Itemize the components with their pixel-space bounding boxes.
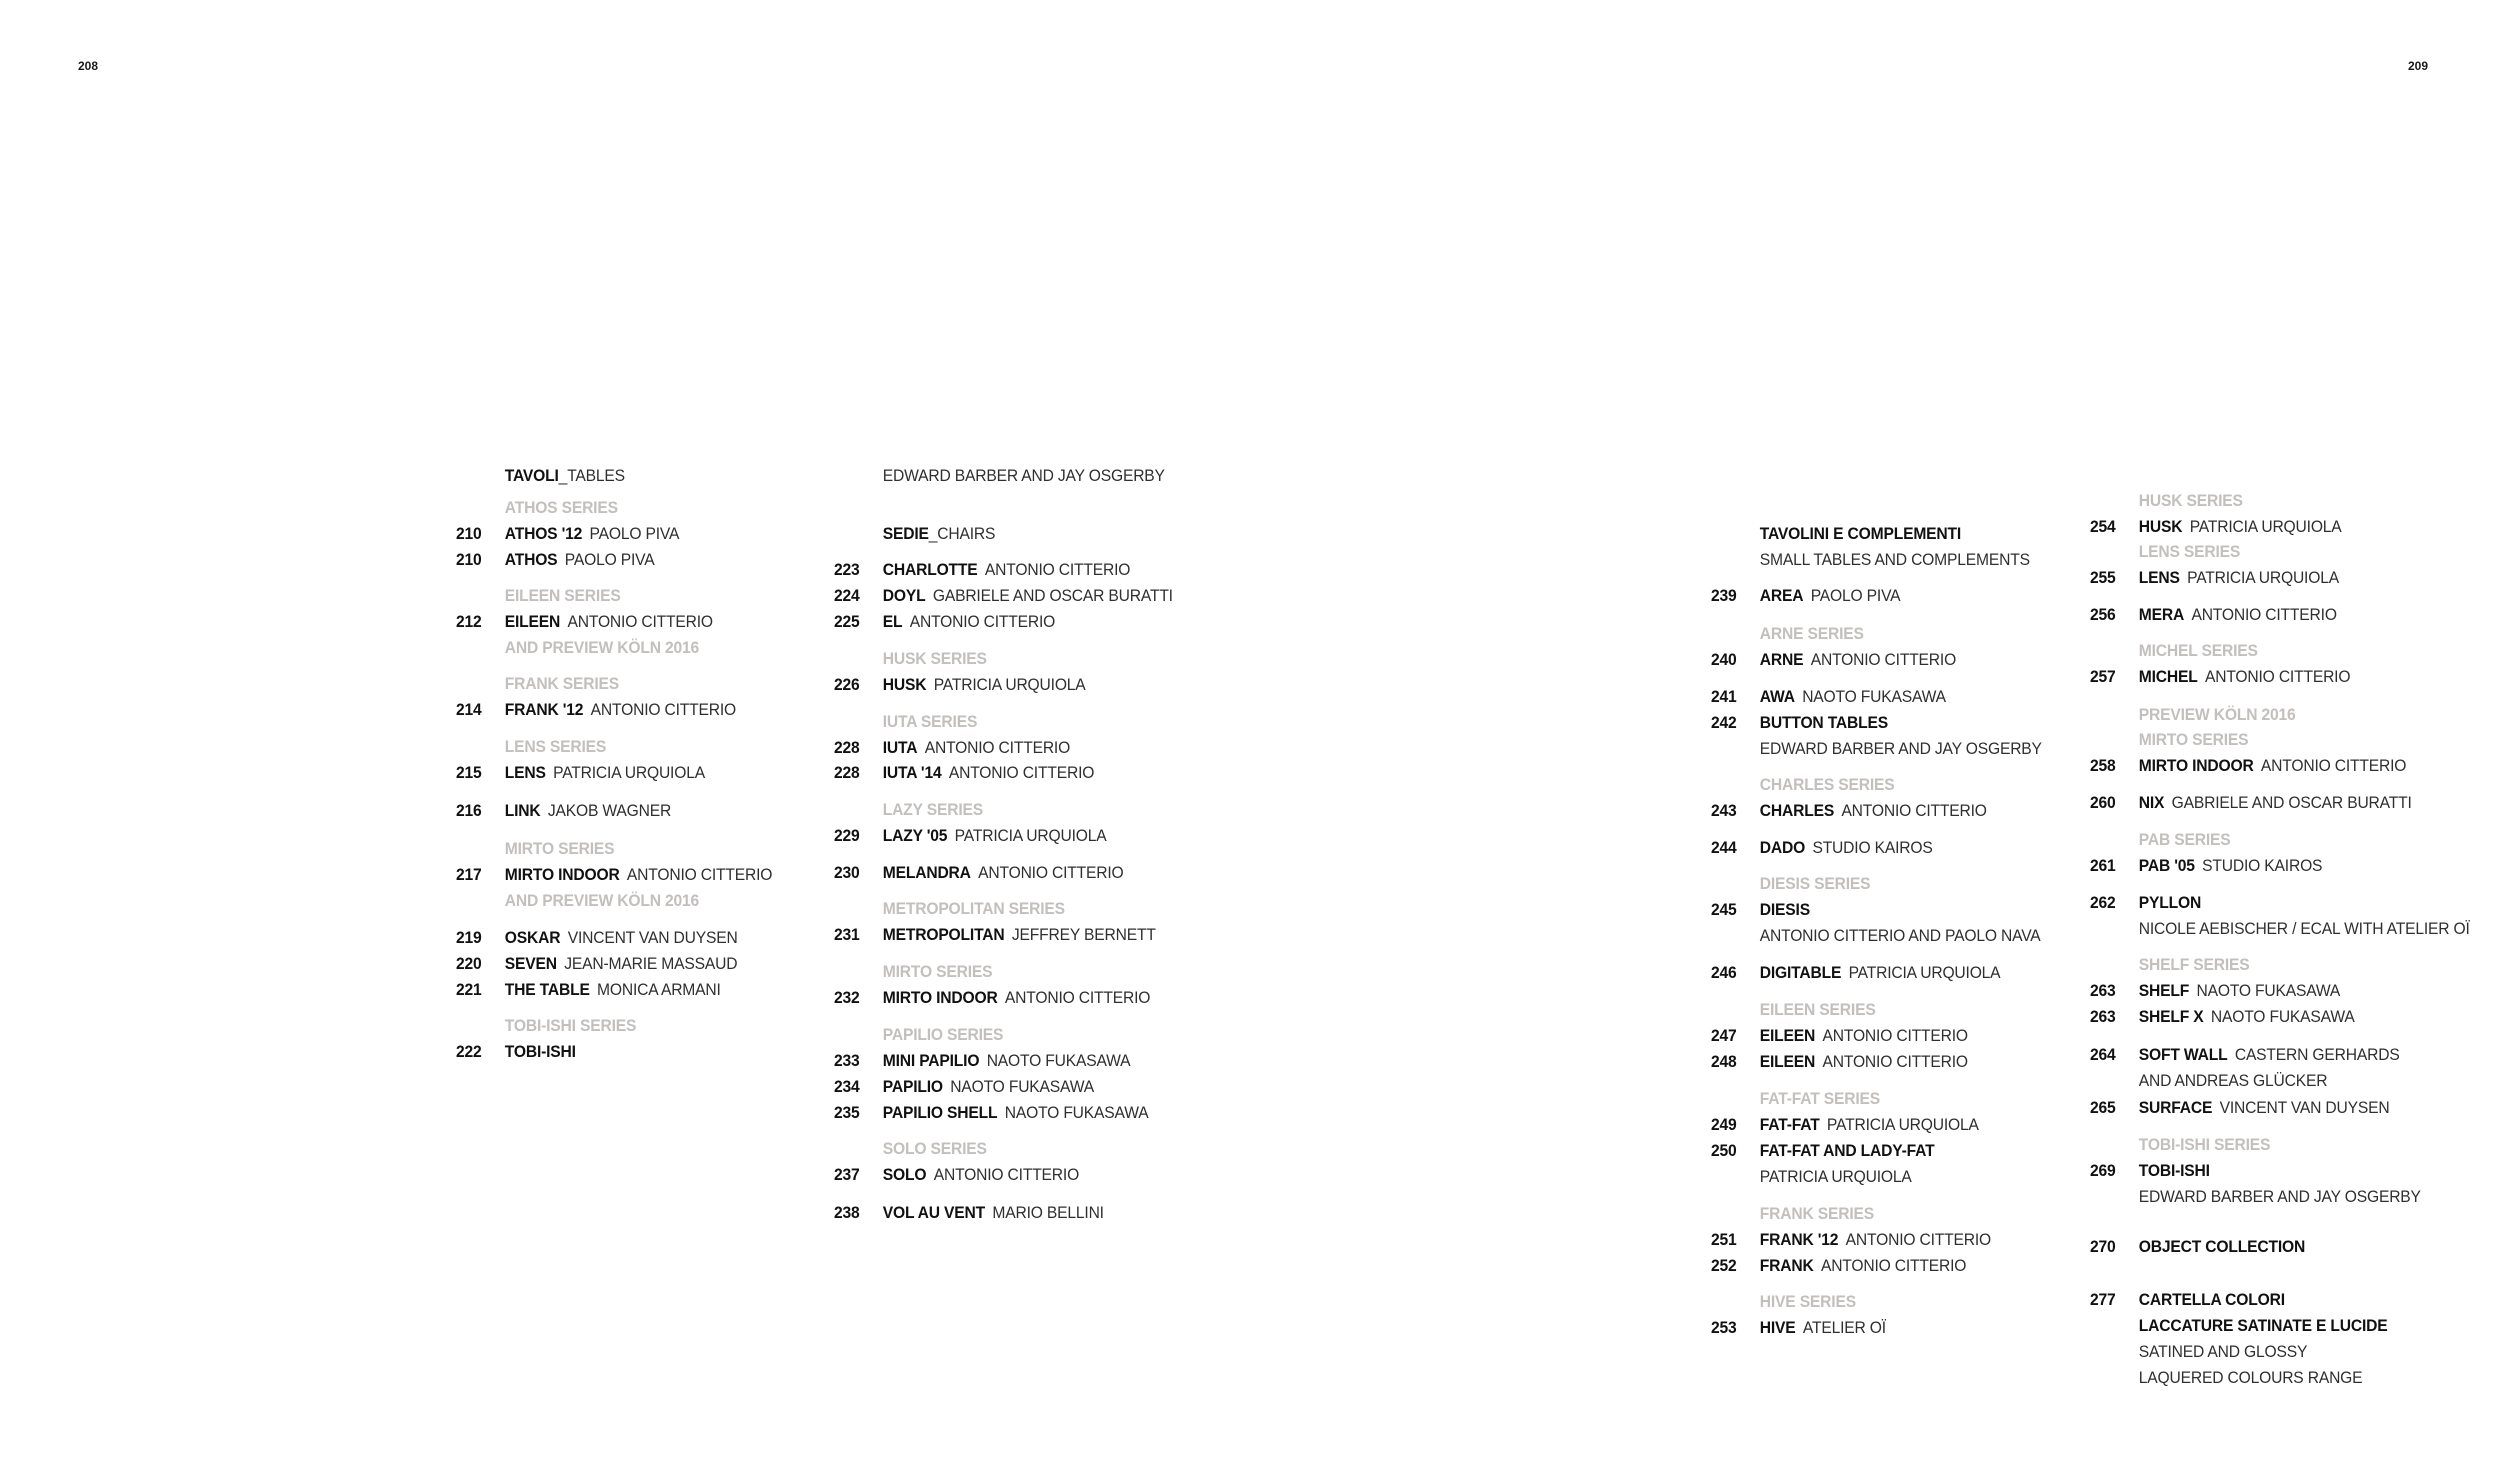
- page-number: 264: [2090, 1045, 2116, 1064]
- designer-name: NAOTO FUKASAWA: [2196, 981, 2341, 1000]
- page-number: 228: [834, 763, 860, 782]
- page-number: 223: [834, 560, 860, 579]
- series-name: MIRTO SERIES: [2138, 730, 2249, 749]
- designer-name: VINCENT VAN DUYSEN: [567, 928, 738, 947]
- page-number: 240: [1711, 650, 1737, 669]
- designer-name: ANTONIO CITTERIO: [1004, 988, 1151, 1007]
- product-name: CARTELLA COLORI: [2138, 1290, 2285, 1309]
- product-name: IUTA '14: [882, 763, 942, 782]
- series-name: AND PREVIEW KÖLN 2016: [504, 638, 700, 657]
- page-number: 254: [2090, 517, 2116, 536]
- page-number: 231: [834, 925, 860, 944]
- page-number: 219: [456, 928, 482, 947]
- product-name: SOLO: [882, 1165, 927, 1184]
- designer-name: ANTONIO CITTERIO: [567, 612, 713, 631]
- page-number: 229: [834, 826, 860, 845]
- series-name: FRANK SERIES: [504, 674, 619, 693]
- product-name: FRANK '12: [504, 700, 584, 719]
- designer-name: NAOTO FUKASAWA: [1802, 687, 1946, 706]
- designer-name: JEFFREY BERNETT: [1011, 925, 1156, 944]
- designer-name: ANTONIO CITTERIO AND PAOLO NAVA: [1759, 926, 2041, 945]
- product-name: BUTTON TABLES: [1759, 713, 1888, 732]
- page-number: 233: [834, 1051, 860, 1070]
- designer-name: PATRICIA URQUIOLA: [1826, 1115, 1979, 1134]
- designer-name: EDWARD BARBER AND JAY OSGERBY: [1759, 739, 2042, 758]
- page-number: 250: [1711, 1141, 1737, 1160]
- designer-name: ANTONIO CITTERIO: [626, 865, 773, 884]
- page-number: 269: [2090, 1161, 2116, 1180]
- designer-name: SATINED AND GLOSSY: [2138, 1342, 2308, 1361]
- heading-title: SEDIE: [882, 524, 929, 543]
- product-name: EL: [882, 612, 903, 631]
- designer-name: PATRICIA URQUIOLA: [1759, 1167, 1912, 1186]
- page-number: 253: [1711, 1318, 1737, 1337]
- product-name: MERA: [2138, 605, 2185, 624]
- designer-name: PATRICIA URQUIOLA: [553, 763, 705, 782]
- series-name: LENS SERIES: [504, 737, 607, 756]
- designer-name: PATRICIA URQUIOLA: [1848, 963, 2001, 982]
- product-name: AWA: [1759, 687, 1795, 706]
- page-number: 262: [2090, 893, 2116, 912]
- series-name: FRANK SERIES: [1759, 1204, 1874, 1223]
- page-number: 241: [1711, 687, 1737, 706]
- page-number: 257: [2090, 667, 2116, 686]
- page-number: 252: [1711, 1256, 1737, 1275]
- product-name: EILEEN: [1759, 1052, 1816, 1071]
- designer-name: PATRICIA URQUIOLA: [933, 675, 1086, 694]
- product-name: NIX: [2138, 793, 2165, 812]
- designer-name: MONICA ARMANI: [597, 980, 721, 999]
- page-number: 270: [2090, 1237, 2116, 1256]
- product-name: PAPILIO SHELL: [882, 1103, 998, 1122]
- page-number: 277: [2090, 1290, 2116, 1309]
- page-number: 212: [456, 612, 482, 631]
- product-name: SHELF X: [2138, 1007, 2204, 1026]
- product-name: PAPILIO: [882, 1077, 943, 1096]
- product-name: THE TABLE: [504, 980, 590, 999]
- designer-name: PATRICIA URQUIOLA: [954, 826, 1107, 845]
- page-number: 258: [2090, 756, 2116, 775]
- product-name: SURFACE: [2138, 1098, 2213, 1117]
- designer-name: ANTONIO CITTERIO: [1822, 1026, 1968, 1045]
- series-name: LENS SERIES: [2138, 542, 2241, 561]
- page-number: 256: [2090, 605, 2116, 624]
- product-name: FAT-FAT: [1759, 1115, 1820, 1134]
- product-name: OSKAR: [504, 928, 561, 947]
- product-name: CHARLES: [1759, 801, 1835, 820]
- product-name: VOL AU VENT: [882, 1203, 986, 1222]
- page-number: 214: [456, 700, 482, 719]
- product-name: LINK: [504, 801, 541, 820]
- product-name: METROPOLITAN: [882, 925, 1005, 944]
- product-name: LAZY '05: [882, 826, 948, 845]
- designer-name: CASTERN GERHARDS: [2234, 1045, 2400, 1064]
- product-name: PYLLON: [2138, 893, 2202, 912]
- designer-name: ANTONIO CITTERIO: [909, 612, 1056, 631]
- designer-name: ANTONIO CITTERIO: [2204, 667, 2351, 686]
- series-name: SHELF SERIES: [2138, 955, 2250, 974]
- designer-name: ANTONIO CITTERIO: [1820, 1256, 1967, 1275]
- page-number: 217: [456, 865, 482, 884]
- page-number: 225: [834, 612, 860, 631]
- product-name: MIRTO INDOOR: [2138, 756, 2254, 775]
- page-number: 210: [456, 524, 482, 543]
- product-name: MINI PAPILIO: [882, 1051, 980, 1070]
- product-name: HIVE: [1759, 1318, 1796, 1337]
- page-number: 234: [834, 1077, 860, 1096]
- product-name: FRANK: [1759, 1256, 1814, 1275]
- series-name: CHARLES SERIES: [1759, 775, 1895, 794]
- page-number: 245: [1711, 900, 1737, 919]
- designer-name: ANTONIO CITTERIO: [2191, 605, 2337, 624]
- page-number: 230: [834, 863, 860, 882]
- product-name: AREA: [1759, 586, 1804, 605]
- designer-name: ANTONIO CITTERIO: [948, 763, 1095, 782]
- product-name: FRANK '12: [1759, 1230, 1839, 1249]
- heading-title: TAVOLI: [504, 466, 559, 485]
- series-name: MIRTO SERIES: [882, 962, 993, 981]
- series-name: AND PREVIEW KÖLN 2016: [504, 891, 700, 910]
- designer-name: VINCENT VAN DUYSEN: [2219, 1098, 2390, 1117]
- page-number: 248: [1711, 1052, 1737, 1071]
- designer-name: EDWARD BARBER AND JAY OSGERBY: [882, 466, 1165, 485]
- series-name: HUSK SERIES: [2138, 491, 2243, 510]
- designer-name: ANTONIO CITTERIO: [984, 560, 1131, 579]
- page-number: 221: [456, 980, 482, 999]
- product-name: ATHOS '12: [504, 524, 583, 543]
- designer-name: NAOTO FUKASAWA: [1004, 1103, 1149, 1122]
- series-name: SOLO SERIES: [882, 1139, 987, 1158]
- page-number: 222: [456, 1042, 482, 1061]
- page-number: 220: [456, 954, 482, 973]
- product-name: ATHOS: [504, 550, 558, 569]
- designer-name: NAOTO FUKASAWA: [986, 1051, 1131, 1070]
- product-name: EILEEN: [504, 612, 561, 631]
- product-name: TOBI-ISHI: [2138, 1161, 2210, 1180]
- page-number: 232: [834, 988, 860, 1007]
- designer-name: NICOLE AEBISCHER / ECAL WITH ATELIER OÏ: [2138, 919, 2470, 938]
- designer-name: SMALL TABLES AND COMPLEMENTS: [1759, 550, 2030, 569]
- product-name: CHARLOTTE: [882, 560, 978, 579]
- product-name: MICHEL: [2138, 667, 2198, 686]
- designer-name: STUDIO KAIROS: [1812, 838, 1933, 857]
- product-name: MIRTO INDOOR: [504, 865, 620, 884]
- designer-name: EDWARD BARBER AND JAY OSGERBY: [2138, 1187, 2421, 1206]
- product-name: DOYL: [882, 586, 926, 605]
- series-name: PREVIEW KÖLN 2016: [2138, 705, 2296, 724]
- designer-name: ANTONIO CITTERIO: [933, 1165, 1080, 1184]
- product-name: TOBI-ISHI: [504, 1042, 576, 1061]
- page-number-right: 209: [2408, 59, 2429, 73]
- page-number: 226: [834, 675, 860, 694]
- designer-name: JEAN-MARIE MASSAUD: [564, 954, 738, 973]
- designer-name: JAKOB WAGNER: [547, 801, 672, 820]
- product-name: EILEEN: [1759, 1026, 1816, 1045]
- designer-name: ANTONIO CITTERIO: [978, 863, 1124, 882]
- designer-name: ANTONIO CITTERIO: [924, 738, 1071, 757]
- page-number: 228: [834, 738, 860, 757]
- page-number: 261: [2090, 856, 2116, 875]
- designer-name: NAOTO FUKASAWA: [2210, 1007, 2355, 1026]
- product-name: ARNE: [1759, 650, 1804, 669]
- designer-name: ANTONIO CITTERIO: [2260, 756, 2407, 775]
- product-name: MELANDRA: [882, 863, 971, 882]
- page-number: 243: [1711, 801, 1737, 820]
- page-number: 210: [456, 550, 482, 569]
- page-number: 263: [2090, 981, 2116, 1000]
- product-name: DADO: [1759, 838, 1806, 857]
- designer-name: ANTONIO CITTERIO: [1845, 1230, 1992, 1249]
- product-name: LENS: [2138, 568, 2180, 587]
- page-number-left: 208: [78, 59, 99, 73]
- product-name: DIESIS: [1759, 900, 1810, 919]
- designer-name: ANTONIO CITTERIO: [590, 700, 737, 719]
- product-name: LENS: [504, 763, 546, 782]
- series-name: PAB SERIES: [2138, 830, 2231, 849]
- product-name: MIRTO INDOOR: [882, 988, 998, 1007]
- designer-name: STUDIO KAIROS: [2202, 856, 2323, 875]
- page-number: 215: [456, 763, 482, 782]
- designer-name: PAOLO PIVA: [1810, 586, 1901, 605]
- designer-name: MARIO BELLINI: [992, 1203, 1104, 1222]
- product-name: SHELF: [2138, 981, 2190, 1000]
- series-name: TOBI-ISHI SERIES: [504, 1016, 637, 1035]
- product-name: OBJECT COLLECTION: [2138, 1237, 2306, 1256]
- product-name: IUTA: [882, 738, 918, 757]
- heading-title: TAVOLINI E COMPLEMENTI: [1759, 524, 1962, 543]
- designer-name: PATRICIA URQUIOLA: [2187, 568, 2339, 587]
- page-number: 242: [1711, 713, 1737, 732]
- series-name: DIESIS SERIES: [1759, 874, 1871, 893]
- designer-name: AND ANDREAS GLÜCKER: [2138, 1071, 2328, 1090]
- page-number: 244: [1711, 838, 1737, 857]
- page-number: 260: [2090, 793, 2116, 812]
- series-name: HIVE SERIES: [1759, 1292, 1856, 1311]
- page-number: 251: [1711, 1230, 1737, 1249]
- series-name: MICHEL SERIES: [2138, 641, 2258, 660]
- designer-name: LAQUERED COLOURS RANGE: [2138, 1368, 2363, 1387]
- series-name: METROPOLITAN SERIES: [882, 899, 1065, 918]
- series-name: PAPILIO SERIES: [882, 1025, 1004, 1044]
- page-number: 216: [456, 801, 482, 820]
- designer-name: GABRIELE AND OSCAR BURATTI: [932, 586, 1173, 605]
- page-number: 235: [834, 1103, 860, 1122]
- series-name: FAT-FAT SERIES: [1759, 1089, 1881, 1108]
- designer-name: NAOTO FUKASAWA: [950, 1077, 1094, 1096]
- series-name: EILEEN SERIES: [1759, 1000, 1876, 1019]
- heading-subtitle: _CHAIRS: [928, 524, 996, 543]
- designer-name: ATELIER OÏ: [1802, 1318, 1886, 1337]
- series-name: LAZY SERIES: [882, 800, 984, 819]
- series-name: ARNE SERIES: [1759, 624, 1864, 643]
- product-name: FAT-FAT AND LADY-FAT: [1759, 1141, 1935, 1160]
- designer-name: PAOLO PIVA: [589, 524, 680, 543]
- designer-name: PATRICIA URQUIOLA: [2189, 517, 2342, 536]
- page-number: 246: [1711, 963, 1737, 982]
- designer-name: ANTONIO CITTERIO: [1810, 650, 1957, 669]
- product-name: HUSK: [882, 675, 927, 694]
- product-name: PAB '05: [2138, 856, 2195, 875]
- page-number: 224: [834, 586, 860, 605]
- page-number: 249: [1711, 1115, 1737, 1134]
- heading-title: LACCATURE SATINATE E LUCIDE: [2138, 1316, 2388, 1335]
- product-name: SEVEN: [504, 954, 557, 973]
- product-name: HUSK: [2138, 517, 2183, 536]
- heading-subtitle: _TABLES: [558, 466, 625, 485]
- page-number: 239: [1711, 586, 1737, 605]
- product-name: DIGITABLE: [1759, 963, 1842, 982]
- series-name: MIRTO SERIES: [504, 839, 615, 858]
- series-name: TOBI-ISHI SERIES: [2138, 1135, 2271, 1154]
- series-name: IUTA SERIES: [882, 712, 978, 731]
- designer-name: GABRIELE AND OSCAR BURATTI: [2171, 793, 2412, 812]
- designer-name: ANTONIO CITTERIO: [1841, 801, 1987, 820]
- designer-name: ANTONIO CITTERIO: [1822, 1052, 1968, 1071]
- page-number: 237: [834, 1165, 860, 1184]
- page-number: 247: [1711, 1026, 1737, 1045]
- designer-name: PAOLO PIVA: [564, 550, 655, 569]
- product-name: SOFT WALL: [2138, 1045, 2228, 1064]
- series-name: HUSK SERIES: [882, 649, 987, 668]
- page-number: 263: [2090, 1007, 2116, 1026]
- page-number: 255: [2090, 568, 2116, 587]
- page-number: 265: [2090, 1098, 2116, 1117]
- series-name: EILEEN SERIES: [504, 586, 621, 605]
- page-number: 238: [834, 1203, 860, 1222]
- series-name: ATHOS SERIES: [504, 498, 618, 517]
